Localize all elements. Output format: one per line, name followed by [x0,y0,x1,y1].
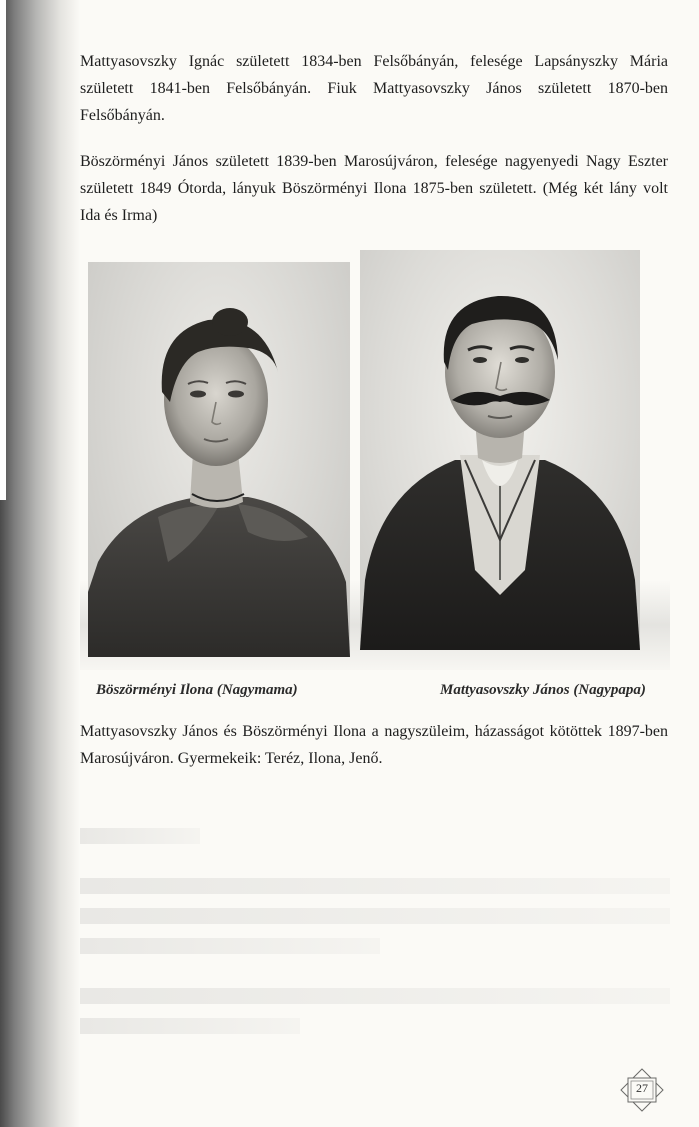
portrait-boszormenyi-ilona [88,262,350,657]
page-number: 27 [636,1081,648,1095]
bleed-through-line [80,908,670,924]
bleed-through-line [80,878,670,894]
paragraph-boszormenyi-parents: Böszörményi János született 1839-ben Marosújváron, felesége nagyenyedi Nagy Eszter született 1849 Ótorda, lányuk Böszörményi Ilona 1875-ben született. (Még két lány volt Ida és Irma) [80,153,668,224]
caption-left-portrait: Böszörményi Ilona (Nagymama) [96,682,298,698]
binding-shadow [0,0,80,1127]
bleed-through-line [80,1018,300,1034]
bleed-through-line [80,988,670,1004]
bleed-through-line [80,828,200,844]
page-number-badge [620,1068,664,1112]
caption-right-portrait: Mattyasovszky János (Nagypapa) [440,682,646,698]
paragraph-mattyasovszky-parents: Mattyasovszky Ignác született 1834-ben Felsőbányán, felesége Lapsányszky Mária született 1841-ben Felsőbányán. Fiuk Mattyasovszky János született 1870-ben Felsőbányán. [80,53,668,124]
portrait-mattyasovszky-janos [360,250,640,650]
scan-edge [0,0,6,500]
portrait-man-image [360,250,640,650]
portrait-woman-image [88,262,350,657]
bleed-through-line [80,938,380,954]
paragraph-grandparents-marriage: Mattyasovszky János és Böszörményi Ilona a nagyszüleim, házasságot kötöttek 1897-ben Marosújváron. Gyermekeik: Teréz, Ilona, Jenő. [80,723,668,767]
